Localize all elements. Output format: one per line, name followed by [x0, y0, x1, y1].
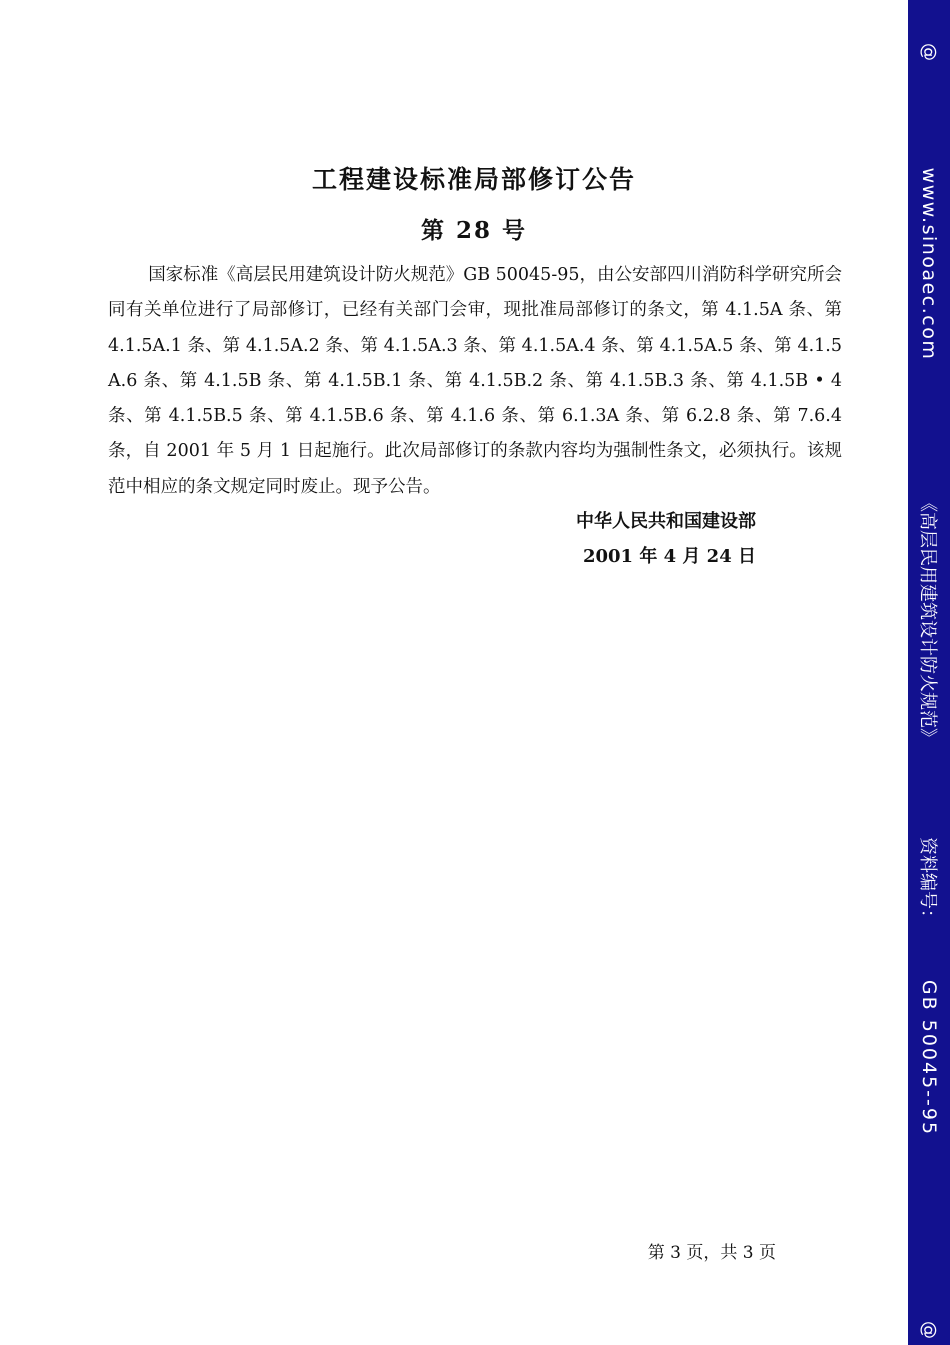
side-banner: [908, 0, 950, 1345]
document-number-label: 资料编号：: [917, 837, 938, 927]
website-url: www.sinoaec.com: [918, 167, 940, 361]
issuer-signature: 中华人民共和国建设部: [576, 511, 756, 532]
document-number: GB 50045--95: [918, 979, 940, 1137]
at-symbol-top: @: [918, 43, 940, 61]
announcement-title: 工程建设标准局部修订公告: [311, 165, 636, 194]
page-number-footer: 第 3 页，共 3 页: [647, 1243, 776, 1263]
announcement-body: 国家标准《高层民用建筑设计防火规范》GB 50045-95，由公安部四川消防科学研究所会同有关单位进行了局部修订，已经有关部门会审，现批准局部修订的条文，第 4.1.5A 条、第 4.1.5A.1 条、第 4.1.5A.2 条、第 4.1.5A.3 条、第 4.1.5A.4 条、第 4.1.5A.5 条、第 4.1.5A.6 条、第 4.1.5B 条、第 4.1.5B.1 条、第 4.1.5B.2 条、第 4.1.5B.3 条、第 4.1.5B • 4 条、第 4.1.5B.5 条、第 4.1.5B.6 条、第 4.1.6 条、第 6.1.3A 条、第 6.2.8 条、第 7.6.4 条，自 2001 年 5 月 1 日起施行。此次局部修订的条款内容均为强制性条文，必须执行。该规范中相应的条文规定同时废止。现予公告。: [108, 265, 843, 497]
sidebar-document-title: 《高层民用建筑设计防火规范》: [917, 494, 938, 746]
announcement-number: 第 28 号: [420, 217, 528, 244]
issue-date: 2001 年 4 月 24 日: [582, 546, 756, 567]
at-symbol-bottom: @: [918, 1321, 940, 1339]
